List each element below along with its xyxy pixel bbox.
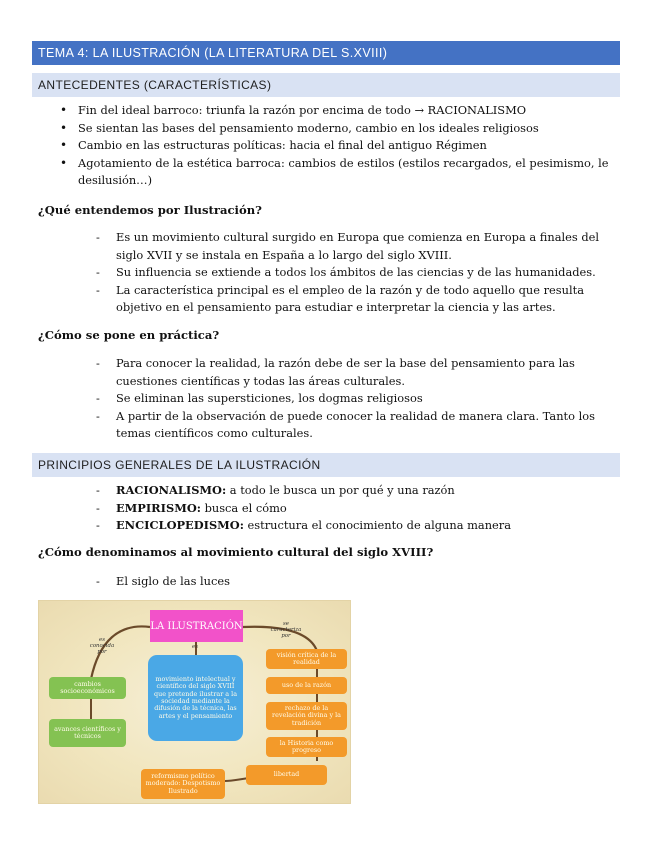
principles-list [96, 482, 620, 535]
term-description: a todo le busca un por qué y una razón [226, 483, 455, 497]
concept-map [38, 600, 351, 804]
map-label-center: es [192, 644, 198, 650]
term-description: estructura el conocimiento de alguna manera [243, 518, 512, 533]
map-orange-node: uso de la razón [266, 677, 347, 694]
list-item: • Fin del ideal barroco: triunfa la razón por encima de todo → RACIONALISMO [60, 102, 620, 120]
map-center-node: movimiento intelectual y científico del siglo XVIII que pretende ilustrar a la sociedad mediante la difusión de la técnica, las artes y el pensamiento [148, 655, 243, 741]
section-heading-principios: PRINCIPIOS GENERALES DE LA ILUSTRACIÓN [32, 453, 620, 477]
list-item: - A partir de la observación de puede conocer la realidad de manera clara. Tanto los temas científicos como culturales. [96, 408, 620, 443]
map-orange-node: libertad [246, 765, 327, 785]
list-item [96, 517, 620, 535]
list-item: - Es un movimiento cultural surgido en Europa que comienza en Europa a finales del siglo XVII y se instala en España a lo largo del siglo XVIII. [96, 229, 620, 264]
list-item: - Se eliminan las supersticiones, los dogmas religiosos [96, 390, 620, 408]
term-label: RACIONALISMO: [116, 483, 227, 497]
map-green-node: cambios socioeconómicos [49, 677, 126, 699]
list-item: - La característica principal es el empleo de la razón y de todo aquello que resulta objetivo en el pensamiento para estudiar e interpretar la ciencia y las artes. [96, 282, 620, 317]
practice-list [96, 355, 620, 443]
term-description: busca el cómo [200, 500, 287, 515]
answer-list [96, 573, 620, 591]
list-item [96, 482, 620, 500]
map-orange-node: rechazo de la revelación divina y la tradición [266, 702, 347, 730]
map-label-left: es conocida por [89, 637, 115, 655]
list-item: - El siglo de las luces [96, 573, 620, 591]
antecedentes-list [60, 102, 620, 190]
question-que-es-ilustracion: ¿Qué entendemos por Ilustración? [38, 203, 262, 217]
term-label: EMPIRISMO: [116, 500, 201, 515]
title-banner: TEMA 4: LA ILUSTRACIÓN (LA LITERATURA DEL S.XVIII) [32, 41, 620, 65]
list-item: • Agotamiento de la estética barroca: cambios de estilos (estilos recargados, el pesimismo, le desilusión…) [60, 155, 620, 190]
map-bottom-node: reformismo político moderado: Despotismo Ilustrado [141, 769, 225, 799]
section-heading-antecedentes: ANTECEDENTES (CARACTERÍSTICAS) [32, 73, 620, 97]
map-title-node: LA ILUSTRACIÓN [150, 610, 243, 642]
list-item [96, 500, 620, 518]
ilustracion-definition-list [96, 229, 620, 317]
question-siglo-xviii: ¿Cómo denominamos al movimiento cultural del siglo XVIII? [38, 545, 434, 559]
question-como-se-pone-en-practica: ¿Cómo se pone en práctica? [38, 328, 220, 342]
map-label-right: se caracteriza por [270, 621, 302, 639]
map-orange-node: la Historia como progreso [266, 737, 347, 757]
map-green-node: avances científicos y técnicos [49, 719, 126, 747]
list-item: • Cambio en las estructuras políticas: hacia el final del antiguo Régimen [60, 137, 620, 155]
list-item: - Para conocer la realidad, la razón debe de ser la base del pensamiento para las cuestiones científicas y todas las áreas culturales. [96, 355, 620, 390]
list-item: • Se sientan las bases del pensamiento moderno, cambio en los ideales religiosos [60, 120, 620, 138]
list-item: - Su influencia se extiende a todos los ámbitos de las ciencias y de las humanidades. [96, 264, 620, 282]
term-label: ENCICLOPEDISMO: [116, 518, 244, 533]
map-orange-node: visión crítica de la realidad [266, 649, 347, 669]
